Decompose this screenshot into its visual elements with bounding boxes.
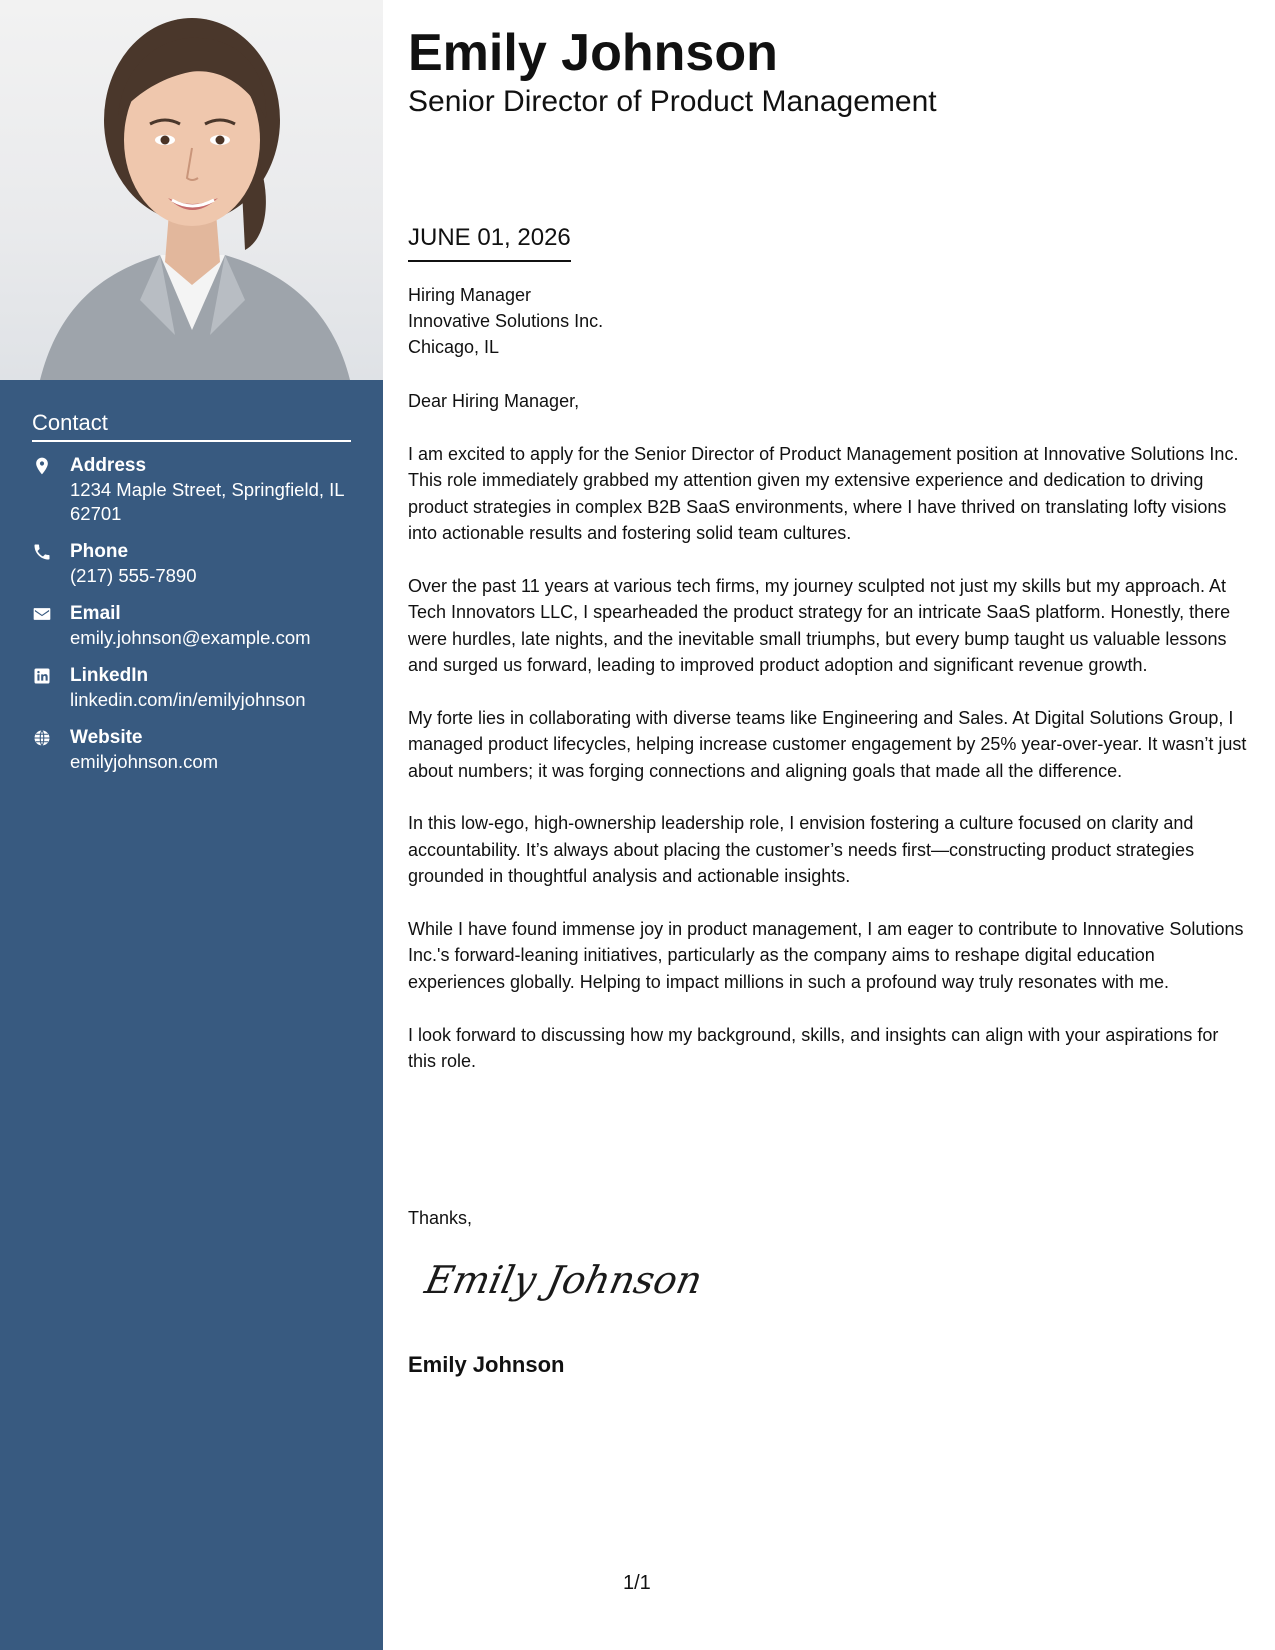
contact-heading: Contact: [32, 410, 351, 442]
recipient-line: Chicago, IL: [408, 337, 500, 357]
phone-label: Phone: [70, 541, 129, 562]
applicant-name: Emily Johnson: [408, 24, 778, 82]
envelope-icon: [32, 602, 70, 650]
page-number: 1/1: [623, 1572, 651, 1594]
contact-item-linkedin: [32, 664, 351, 712]
recipient-block: [408, 282, 603, 360]
phone-value[interactable]: (217) 555-7890: [70, 565, 197, 586]
address-value: 1234 Maple Street, Springfield, IL 62701: [70, 479, 344, 524]
globe-icon: [32, 726, 70, 774]
profile-photo-illustration: [0, 0, 383, 380]
contact-section: [32, 410, 351, 788]
contact-item-website: [32, 726, 351, 774]
body-paragraph: I look forward to discussing how my background, skills, and insights can align with your aspirations for this role.: [408, 1024, 1219, 1072]
contact-item-phone: [32, 540, 351, 588]
website-value[interactable]: emilyjohnson.com: [70, 751, 219, 772]
body-paragraph: I am excited to apply for the Senior Director of Product Management position at Innovative Solutions Inc. This role immediately grabbed my attention given my extensive experience and dedication to driving product strategies in complex B2B SaaS environments, where I have thrived on translating lofty visions into actionable results and fostering solid team cultures.: [408, 443, 1239, 544]
sidebar: [0, 0, 383, 1650]
body-paragraph: While I have found immense joy in product management, I am eager to contribute to Innovative Solutions Inc.'s forward-leaning initiatives, particularly as the company aims to reshape digital education experiences globally. Helping to impact millions in such a profound way truly resonates with me.: [408, 919, 1244, 992]
signer-name: Emily Johnson: [408, 1352, 565, 1377]
contact-item-address: [32, 454, 351, 526]
email-value[interactable]: emily.johnson@example.com: [70, 627, 311, 648]
applicant-title: Senior Director of Product Management: [408, 85, 937, 118]
recipient-line: Hiring Manager: [408, 285, 532, 305]
letter-body: [408, 388, 1248, 1101]
salutation: Dear Hiring Manager,: [408, 391, 580, 411]
letter-date: JUNE 01, 2026: [408, 222, 571, 262]
phone-icon: [32, 540, 70, 588]
linkedin-label: LinkedIn: [70, 665, 149, 686]
closing-line: Thanks,: [408, 1208, 473, 1228]
body-paragraph: In this low-ego, high-ownership leadership role, I envision fostering a culture focused on clarity and accountability. It’s always about placing the customer’s needs first—constructing product strategies grounded in thoughtful analysis and actionable insights.: [408, 813, 1195, 887]
body-paragraph: Over the past 11 years at various tech firms, my journey sculpted not just my skills but my approach. At Tech Innovators LLC, I spearheaded the product strategy for an intricate SaaS platform. Honestly, there were hurdles, late nights, and the inevitable small triumphs, but every bump taught us valuable lessons and surged us forward, leading to improved product adoption and significant revenue growth.: [408, 575, 1231, 676]
linkedin-value[interactable]: linkedin.com/in/emilyjohnson: [70, 689, 306, 710]
body-paragraph: My forte lies in collaborating with diverse teams like Engineering and Sales. At Digital Solutions Group, I managed product lifecycles, helping increase customer engagement by 25% year-over-year. It wasn’t just about numbers; it was forging connections and aligning goals that made all the difference.: [408, 707, 1247, 781]
website-label: Website: [70, 727, 143, 748]
contact-item-email: [32, 602, 351, 650]
recipient-line: Innovative Solutions Inc.: [408, 311, 604, 331]
linkedin-icon: [32, 664, 70, 712]
email-label: Email: [70, 603, 121, 624]
map-pin-icon: [32, 454, 70, 526]
handwritten-signature: Emily Johnson: [421, 1258, 707, 1302]
profile-photo: [0, 0, 383, 380]
address-label: Address: [70, 455, 147, 476]
